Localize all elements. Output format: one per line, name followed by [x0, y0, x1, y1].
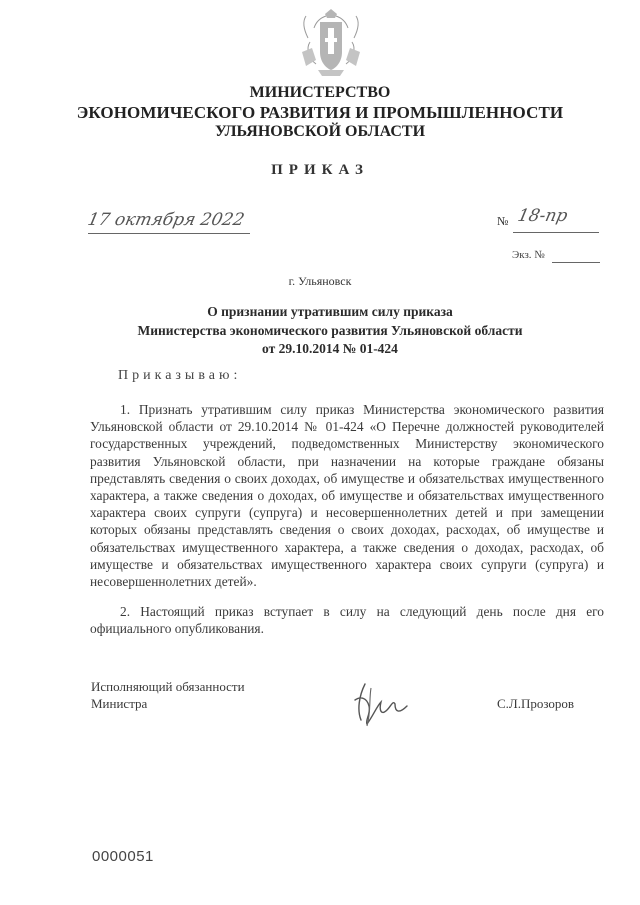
signer-position-line1: Исполняющий обязанности	[91, 679, 245, 694]
subject-line3: от 29.10.2014 № 01-424	[262, 341, 398, 356]
ministry-name-line2: ЭКОНОМИЧЕСКОГО РАЗВИТИЯ И ПРОМЫШЛЕННОСТИ	[76, 103, 564, 122]
paragraph-2: 2. Настоящий приказ вступает в силу на следующий день после дня его официального опубликования.	[90, 604, 604, 637]
ministry-name-line1: МИНИСТЕРСТВО	[249, 84, 391, 101]
handwritten-order-number: 18-пр	[515, 206, 570, 226]
subject-line1: О признании утратившим силу приказа	[207, 304, 453, 319]
copy-number-underline	[552, 262, 600, 263]
paragraph-1: 1. Признать утратившим силу приказ Министерства экономического развития Ульяновской области от 29.10.2014 № 01-424 «О Перечне должностей руководителей государственных учреждений, подведомственных Министерству экономического развития Ульяновской области, при назначении на которые граждане обязаны представлять сведения о своих доходах, об имуществе и обязательствах имущественного характера, а также сведения о доходах, об имуществе и обязательствах имущественного характера своих супруги (супруга) и несовершеннолетних детей и при замещении которых обязаны представлять сведения о своих доходах, расходах, об имуществе и обязательствах имущественного характера, а также сведения о доходах, расходах, об имуществе и обязательствах имущественного характера своих супруги (супруга) и несовершеннолетних детей».	[90, 402, 604, 590]
signer-position-line2: Министра	[91, 696, 148, 711]
date-underline	[88, 233, 250, 234]
document-type-title: ПРИКАЗ	[271, 162, 369, 178]
subject-line2: Министерства экономического развития Ульяновской области	[137, 322, 523, 338]
signer-position	[91, 678, 245, 712]
city-line: г. Ульяновск	[288, 274, 352, 288]
order-word: Приказываю:	[118, 368, 242, 383]
order-subject	[100, 303, 560, 359]
coat-of-arms-icon	[296, 8, 366, 78]
number-label: №	[497, 214, 509, 228]
signer-name: С.Л.Прозоров	[497, 696, 575, 711]
number-underline	[513, 232, 599, 233]
handwritten-date: 17 октября 2022	[85, 210, 247, 230]
ministry-name-line3: УЛЬЯНОВСКОЙ ОБЛАСТИ	[214, 123, 426, 140]
handwritten-signature	[345, 676, 415, 730]
form-serial-number: 0000051	[92, 848, 154, 865]
copy-number-label: Экз. №	[512, 249, 545, 261]
